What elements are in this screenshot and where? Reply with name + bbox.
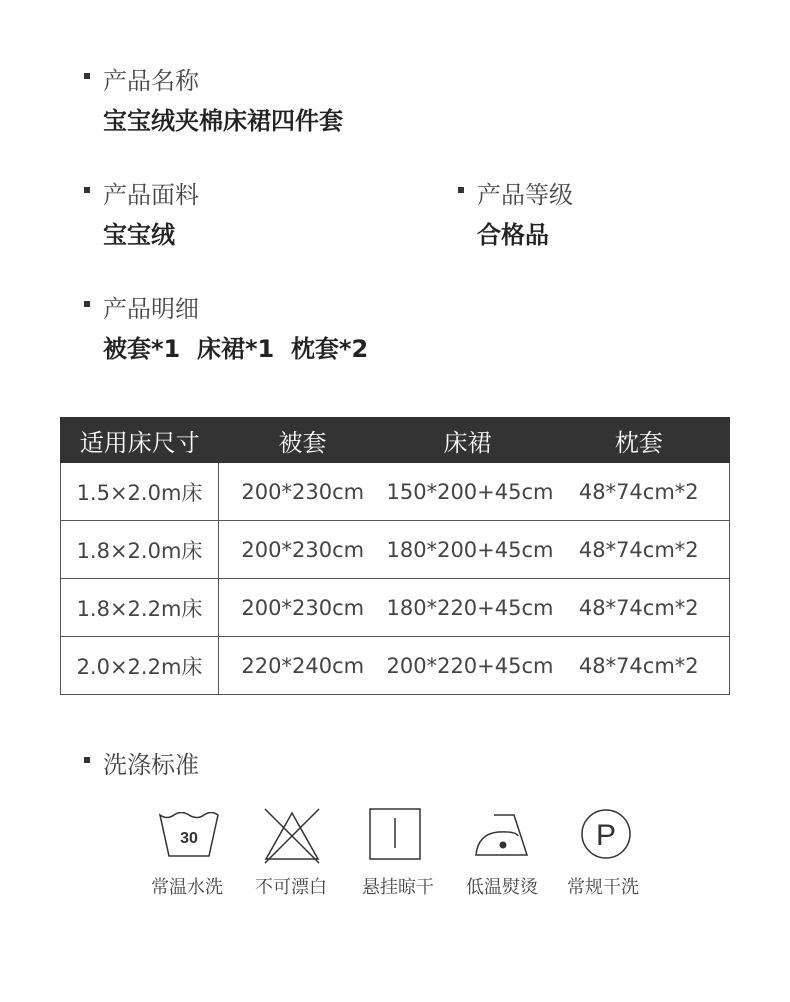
wash-temp-text: 30	[180, 830, 198, 847]
cell-pillowcase: 48*74cm*2	[549, 637, 730, 695]
cell-pillowcase: 48*74cm*2	[549, 579, 730, 637]
hang-dry-icon	[369, 808, 421, 860]
cell-duvet-cover: 200*230cm	[219, 579, 387, 637]
header-pillowcase: 枕套	[549, 417, 730, 463]
bullet-icon	[84, 187, 90, 193]
cell-duvet-cover: 200*230cm	[219, 521, 387, 579]
cell-pillowcase: 48*74cm*2	[549, 521, 730, 579]
cell-pillowcase: 48*74cm*2	[549, 463, 730, 521]
dry-clean-p-icon	[580, 808, 632, 860]
care-label-wash: 常温水洗	[151, 877, 223, 898]
product-detail-value: 被套*1 床裙*1 枕套*2	[103, 335, 369, 363]
cell-bed-skirt: 150*200+45cm	[387, 463, 549, 521]
product-fabric-value: 宝宝绒	[103, 221, 175, 249]
table-row	[61, 463, 730, 521]
no-bleach-icon	[262, 807, 322, 865]
cell-bed-size: 1.8×2.2m床	[61, 579, 219, 637]
table-row	[61, 579, 730, 637]
care-label-dry: 悬挂晾干	[362, 877, 434, 898]
dry-clean-symbol: P	[595, 819, 617, 852]
table-row	[61, 637, 730, 695]
cell-duvet-cover: 220*240cm	[219, 637, 387, 695]
size-table	[60, 417, 730, 695]
product-name-label: 产品名称	[103, 67, 199, 95]
header-bed-skirt: 床裙	[387, 417, 549, 463]
table-row	[61, 521, 730, 579]
cell-bed-skirt: 200*220+45cm	[387, 637, 549, 695]
product-fabric-label: 产品面料	[103, 181, 199, 209]
care-label: 洗涤标准	[103, 751, 199, 779]
bullet-icon	[84, 757, 90, 763]
cell-bed-size: 1.5×2.0m床	[61, 463, 219, 521]
size-table-header-row	[61, 417, 730, 463]
bullet-icon	[84, 73, 90, 79]
header-duvet-cover: 被套	[219, 417, 387, 463]
care-label-bleach: 不可漂白	[255, 877, 327, 898]
wash-30-icon	[159, 812, 219, 858]
care-label-dryclean: 常规干洗	[567, 877, 639, 898]
cell-duvet-cover: 200*230cm	[219, 463, 387, 521]
product-grade-value: 合格品	[477, 221, 549, 249]
product-name-value: 宝宝绒夹棉床裙四件套	[103, 107, 343, 135]
cell-bed-size: 1.8×2.0m床	[61, 521, 219, 579]
header-bed-size: 适用床尺寸	[61, 417, 219, 463]
bullet-icon	[458, 187, 464, 193]
cell-bed-skirt: 180*200+45cm	[387, 521, 549, 579]
product-grade-label: 产品等级	[477, 181, 573, 209]
care-label-iron: 低温熨烫	[466, 877, 538, 898]
iron-low-icon	[474, 812, 530, 858]
cell-bed-skirt: 180*220+45cm	[387, 579, 549, 637]
bullet-icon	[84, 301, 90, 307]
product-detail-label: 产品明细	[103, 295, 199, 323]
cell-bed-size: 2.0×2.2m床	[61, 637, 219, 695]
